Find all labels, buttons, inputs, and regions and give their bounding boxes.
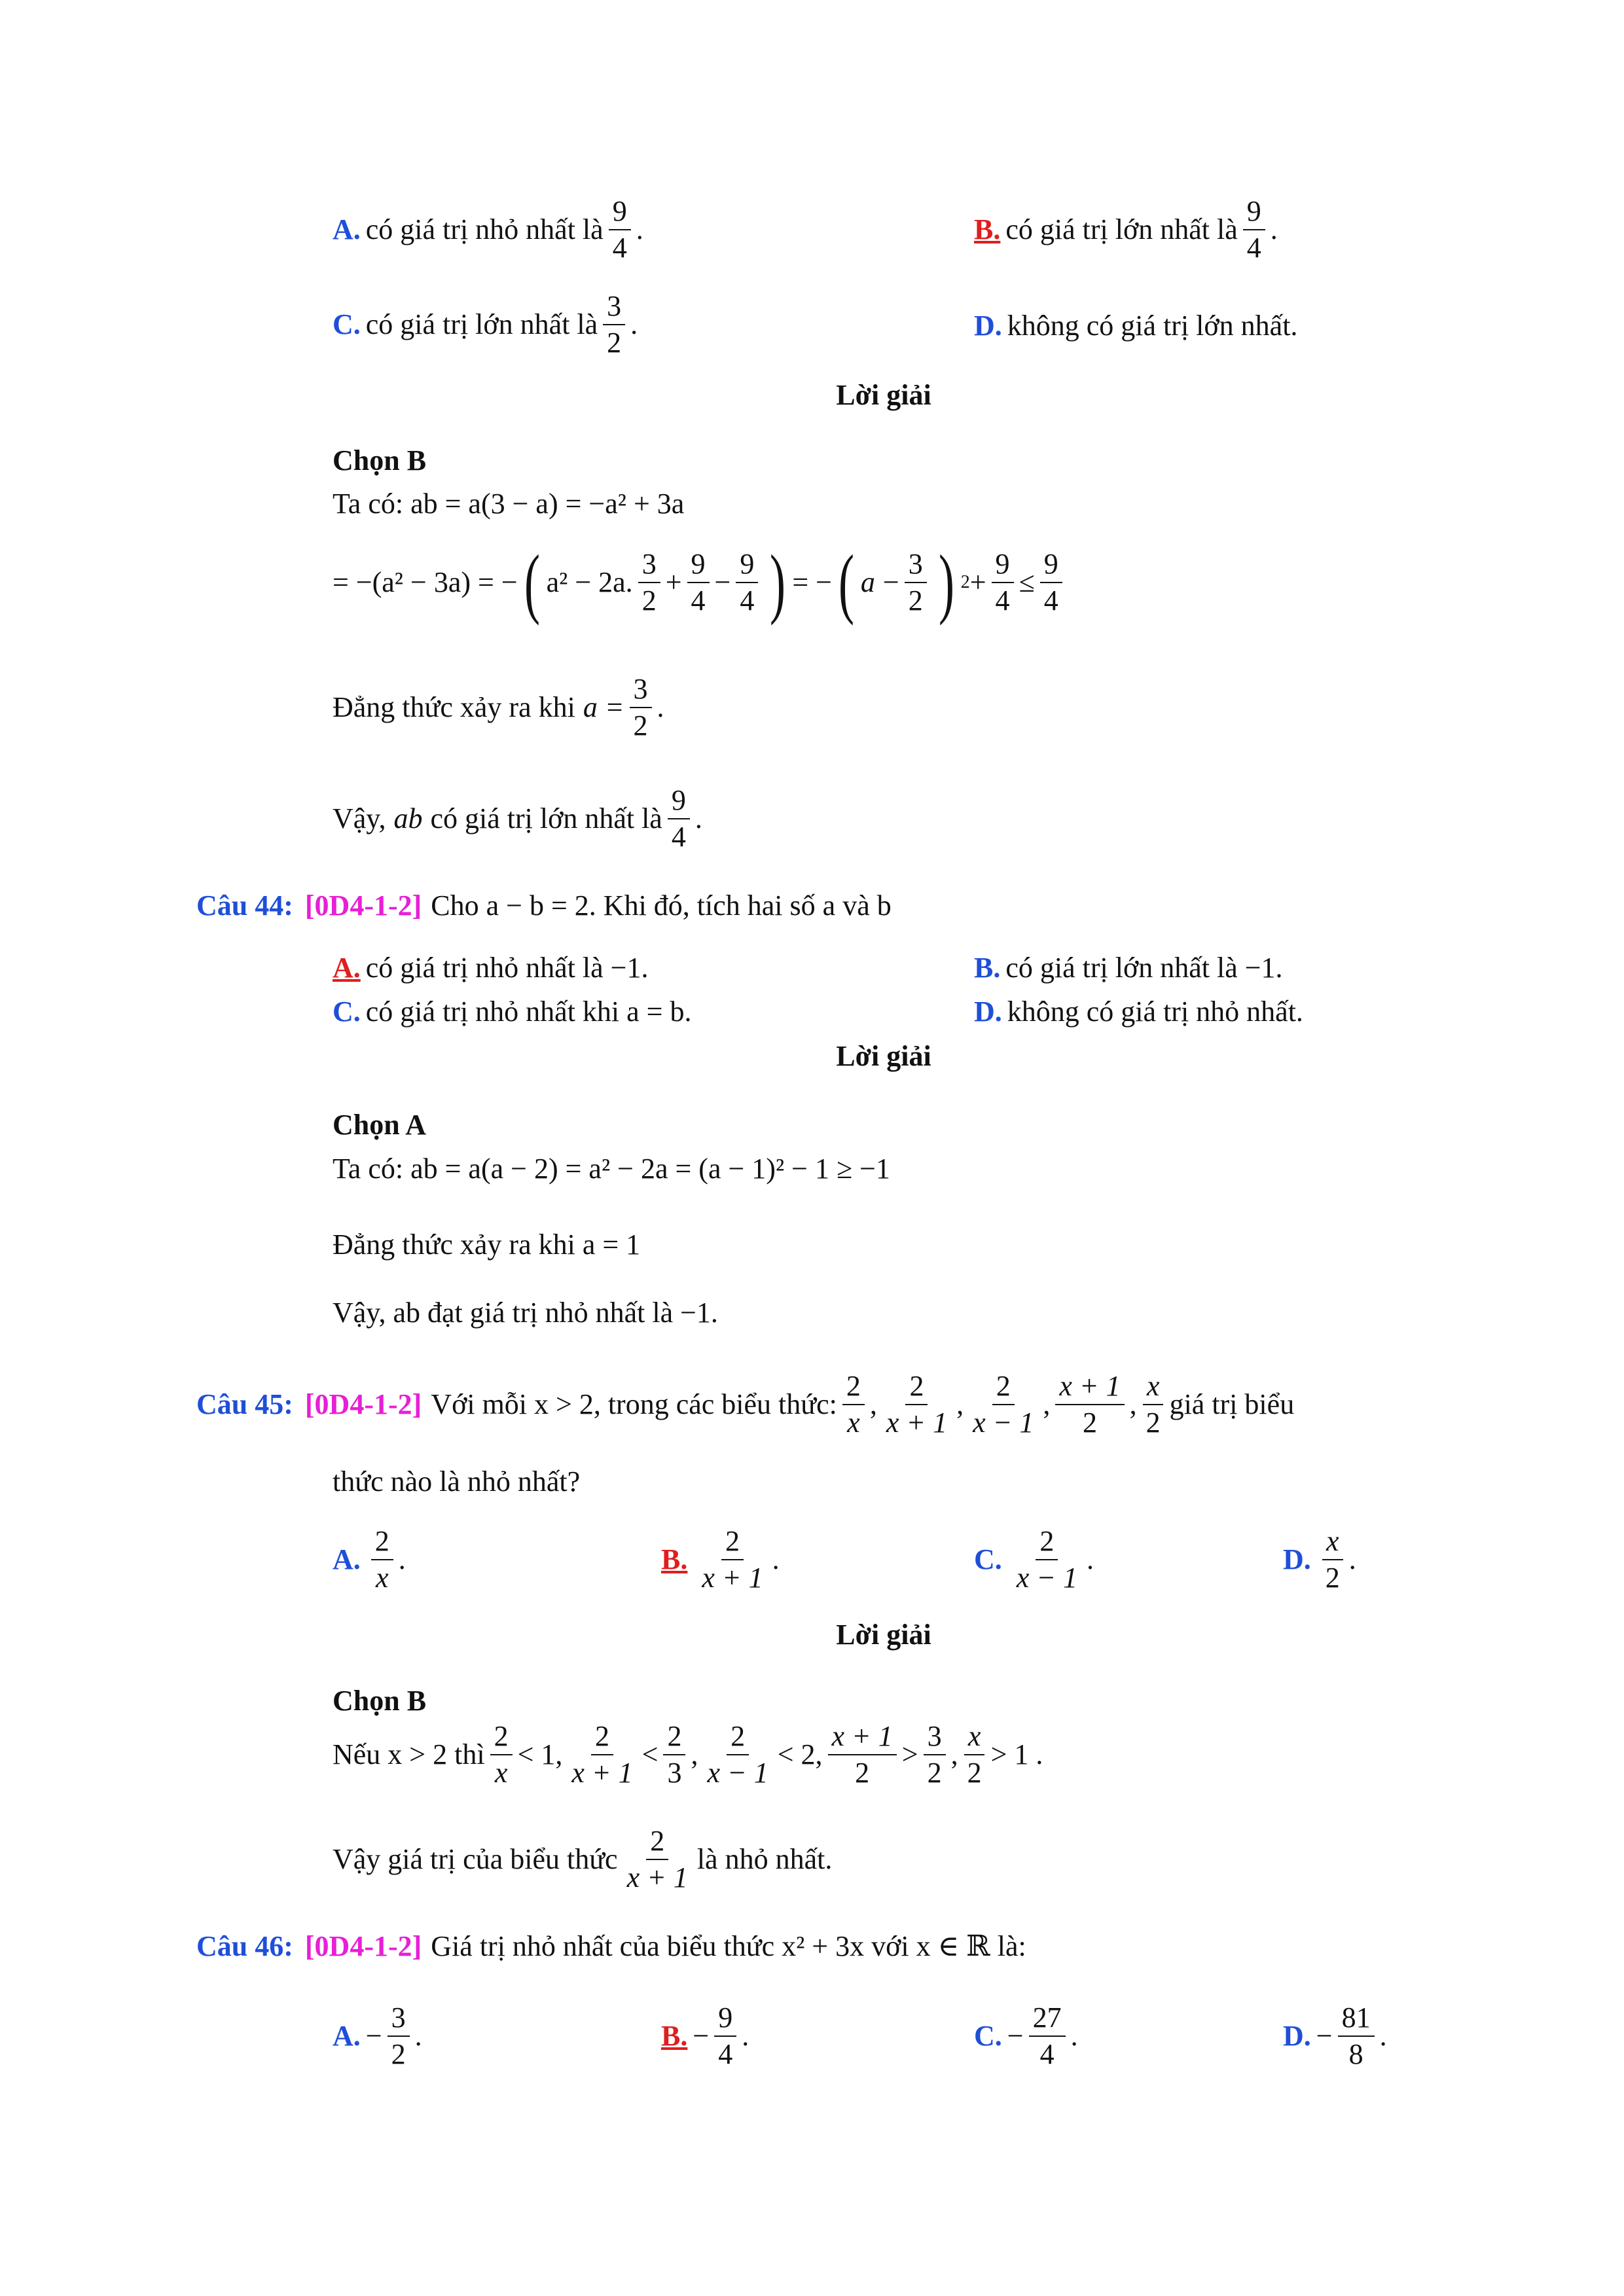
solution-line: Ta có: ab = a(3 − a) = −a² + 3a [333,488,685,520]
option-label: D. [1283,2019,1311,2052]
prev-option-b: B. có giá trị lớn nhất là $\frac{9}{4}$ . [974,195,1278,264]
solution-line: Đẳng thức xảy ra khi a = 1 [333,1229,641,1261]
chosen-answer: Chọn B [333,444,427,476]
q44-option-a [333,952,649,984]
question-code: [0D4-1-2] [304,1930,422,1962]
question-number: Câu 46: [196,1930,293,1962]
option-label: A. [333,1543,361,1575]
solution-title: Lời giải [836,1040,931,1072]
option-label: A. [333,2019,361,2052]
option-text: có giá trị lớn nhất là −1. [1005,952,1283,984]
q46-option-c: C. − $\frac{27}{4}$ . [974,2001,1078,2071]
option-label: C. [333,308,361,340]
option-label-correct: B. [974,213,1001,245]
option-label: C. [974,2019,1002,2052]
conclusion: Vậy, ab có giá trị lớn nhất là $\frac{9}{4}$ . [333,784,702,853]
question-text-line2: thức nào là nhỏ nhất? [333,1465,581,1498]
option-label: A. [333,213,361,245]
option-label-correct: A. [333,952,361,984]
question-number: Câu 45: [196,1388,293,1420]
q44-option-b [974,952,1283,984]
fraction: $\frac{9}{4}$ [1243,196,1265,263]
solution-inequalities: Nếu x > 2 thì $\frac{2}{x}$ < 1, $\frac{2}{x + 1}$ < $\frac{2}{3}$ , $\frac{2}{x - 1}$ < 2, $\frac{x + 1}{2}$ > $\frac{3}{2}$ , $\frac{x}{2}$ > 1 . [333,1720,1043,1789]
option-label: B. [974,952,1001,984]
q46-option-d: D. − $\frac{81}{8}$ . [1283,2001,1387,2071]
prev-option-d [974,310,1297,342]
chosen-answer: Chọn B [333,1685,427,1717]
question-44 [196,890,892,922]
option-text: có giá trị lớn nhất là [1005,213,1238,245]
q45-option-d: D. $\frac{x}{2}$ . [1283,1525,1356,1594]
option-text: có giá trị nhỏ nhất là [365,213,604,245]
question-46 [196,1931,1026,1962]
q45-option-b: B. $\frac{2}{x + 1}$ . [661,1525,780,1594]
question-code: [0D4-1-2] [304,889,422,922]
option-text: không có giá trị nhỏ nhất. [1007,996,1303,1028]
option-label-correct: B. [661,2019,688,2052]
option-label: D. [974,310,1002,342]
equality-condition: Đẳng thức xảy ra khi a = $\frac{3}{2}$ . [333,673,664,742]
option-label: D. [1283,1543,1311,1575]
question-text: Với mỗi x > 2, trong các biểu thức: [431,1388,837,1420]
q45-option-a: A. $\frac{2}{x}$ . [333,1525,406,1594]
solution-line: Vậy, ab đạt giá trị nhỏ nhất là −1. [333,1297,718,1329]
q44-option-d [974,996,1303,1028]
option-text: có giá trị nhỏ nhất là −1. [365,952,649,984]
q44-option-c [333,996,692,1028]
question-45: Câu 45: [0D4-1-2] Với mỗi x > 2, trong các biểu thức: $\frac{2}{x}$ , $\frac{2}{x + 1}$ , $\frac{2}{x - 1}$ , $\frac{x + 1}{2}$ , $\frac{x}{2}$ giá trị biểu [196,1370,1295,1439]
question-number: Câu 44: [196,889,293,922]
solution-title: Lời giải [836,1619,931,1651]
chosen-answer: Chọn A [333,1109,427,1141]
option-text: có giá trị lớn nhất là [365,308,598,340]
q46-option-b: B. − $\frac{9}{4}$ . [661,2001,749,2071]
fraction: $\frac{3}{2}$ [603,291,625,358]
option-text: có giá trị nhỏ nhất khi a = b. [365,996,692,1028]
option-label: C. [974,1543,1002,1575]
option-label: D. [974,996,1002,1028]
conclusion: Vậy giá trị của biểu thức $\frac{2}{x + 1}$ là nhỏ nhất. [333,1825,833,1894]
solution-line: Ta có: ab = a(a − 2) = a² − 2a = (a − 1)² − 1 ≥ −1 [333,1153,890,1185]
question-text: Giá trị nhỏ nhất của biểu thức x² + 3x với x ∈ ℝ là: [431,1930,1026,1962]
solution-equation: = −(a² − 3a) = − ( a² − 2a. $\frac{3}{2}$ + $\frac{9}{4}$ − $\frac{9}{4}$ ) = − ( a − $\frac{3}{2}$ ) 2 + $\frac{9}{4}$ ≤ $\frac{9}{4}$ [333,543,1068,622]
fraction: $\frac{9}{4}$ [609,196,631,263]
solution-title: Lời giải [836,379,931,411]
question-text: giá trị biểu [1169,1388,1295,1420]
prev-option-a: A. có giá trị nhỏ nhất là $\frac{9}{4}$ . [333,195,643,264]
q45-option-c: C. $\frac{2}{x - 1}$ . [974,1525,1094,1594]
q46-option-a: A. − $\frac{3}{2}$ . [333,2001,422,2071]
question-text: Cho a − b = 2. Khi đó, tích hai số a và b [431,889,892,922]
option-text: không có giá trị lớn nhất. [1007,310,1298,342]
option-label: C. [333,996,361,1028]
prev-option-c: C. có giá trị lớn nhất là $\frac{3}{2}$ . [333,290,638,359]
option-label-correct: B. [661,1543,688,1575]
question-code: [0D4-1-2] [304,1388,422,1420]
